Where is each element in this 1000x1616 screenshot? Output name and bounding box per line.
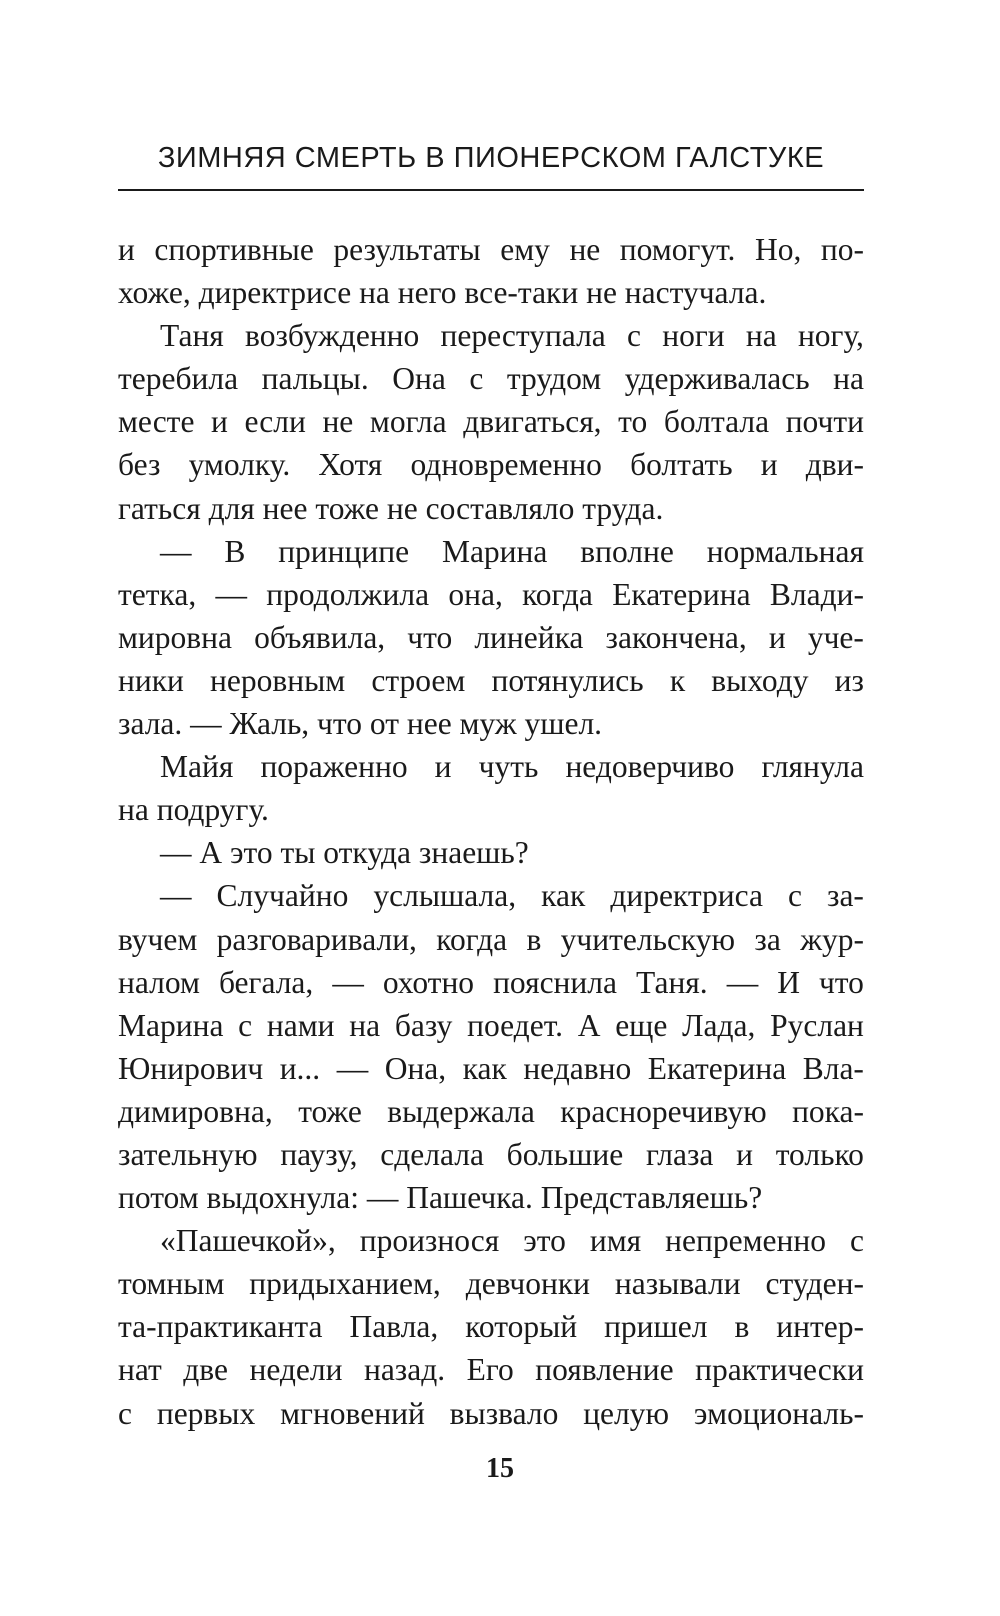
text-line: томным придыханием, девчонки называли студен- [118,1266,864,1302]
text-line: с первых мгновений вызвало целую эмоциональ- [118,1395,864,1431]
page-number: 15 [486,1453,514,1484]
text-line: и спортивные результаты ему не помогут. Но, по- [118,232,864,267]
text-line: Таня возбужденно переступала с ноги на ногу, [160,318,864,354]
text-line: месте и если не могла двигаться, то болтала почти [118,404,864,440]
text-line: «Пашечкой», произнося это имя непременно с [160,1223,864,1259]
running-head-title: ЗИМНЯЯ СМЕРТЬ В ПИОНЕРСКОМ ГАЛСТУКЕ [157,142,825,174]
text-line: зательную паузу, сделала большие глаза и только [118,1136,864,1172]
text-line: гаться для нее тоже не составляло труда. [118,490,664,526]
text-line: налом бегала, — охотно пояснила Таня. — И что [118,964,864,1000]
text-line: — А это ты откуда знаешь? [160,835,529,871]
text-line: потом выдохнула: — Пашечка. Представляешь? [118,1180,763,1216]
text-line: хоже, директрисе на него все-таки не настучала. [118,275,767,311]
text-line: на подругу. [118,792,269,828]
header-rule [118,189,864,191]
body-text [118,228,864,1435]
text-line: мировна объявила, что линейка закончена, и уче- [118,619,864,655]
text-line: — Случайно услышала, как директриса с за- [160,878,864,914]
text-line: та-практиканта Павла, который пришел в интер- [118,1309,864,1345]
text-line: зала. — Жаль, что от нее муж ушел. [118,706,603,742]
text-line: без умолку. Хотя одновременно болтать и дви- [118,447,864,483]
text-line: нат две недели назад. Его появление практически [118,1352,864,1388]
text-line: — В принципе Марина вполне нормальная [160,533,864,569]
text-line: Марина с нами на базу поедет. А еще Лада, Руслан [118,1007,864,1043]
text-line: Майя пораженно и чуть недоверчиво глянула [160,749,864,785]
text-line: димировна, тоже выдержала красноречивую пока- [118,1093,864,1129]
text-line: вучем разговаривали, когда в учительскую за жур- [118,921,864,957]
text-line: теребила пальцы. Она с трудом удерживалась на [118,361,864,397]
text-line: ники неровным строем потянулись к выходу из [118,662,864,698]
text-line: тетка, — продолжила она, когда Екатерина Влади- [118,576,864,612]
text-line: Юнирович и... — Она, как недавно Екатерина Вла- [118,1050,864,1086]
